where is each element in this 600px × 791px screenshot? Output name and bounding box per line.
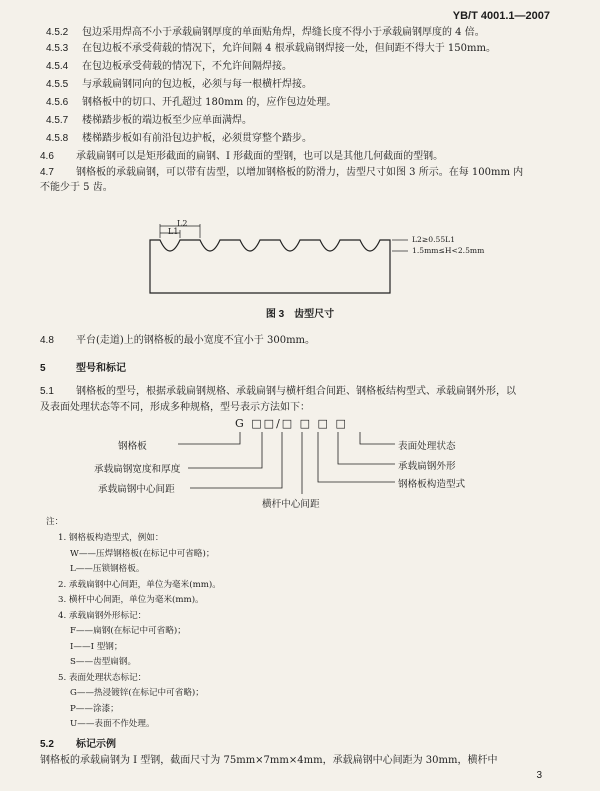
label-surface: 表面处理状态: [398, 441, 456, 452]
note-item: S——齿型扁钢。: [70, 657, 137, 667]
clause-line: 4.5.6 钢格板中的切口、开孔超过 180mm 的，应作包边处理。: [46, 97, 337, 108]
label-bar-pitch: 承载扁钢中心间距: [98, 484, 175, 495]
clause-5-1: 5.1 钢格板的型号，根据承载扁钢规格、承载扁钢与横杆组合间距、钢格板结构型式、承载扁钢外形，以: [40, 386, 516, 397]
clause-line: 4.6 承载扁钢可以是矩形截面的扁钢、I 形截面的型钢，也可以是其他几何截面的型钢。: [40, 151, 444, 162]
page-number: 3: [536, 770, 542, 781]
note-item: U——表面不作处理。: [70, 719, 155, 729]
note-item: I——I 型钢；: [70, 641, 123, 652]
note-item: 2. 承载扁钢中心间距，单位为毫米(mm)。: [58, 579, 221, 590]
clause-line: 4.7 钢格板的承载扁钢，可以带有齿型，以增加钢格板的防滑力，齿型尺寸如图 3 所示。在每 100mm 内: [40, 167, 524, 178]
note-item: 3. 横杆中心间距，单位为毫米(mm)。: [58, 595, 204, 605]
clause-4-7-continuation: 不能少于 5 齿。: [40, 182, 113, 193]
section-5-heading: 5 型号和标记: [40, 363, 126, 374]
note-item: P——涂漆；: [70, 703, 119, 714]
note-item: G——热浸镀锌(在标记中可省略)；: [70, 688, 204, 698]
notes-title: 注：: [46, 517, 64, 527]
example-text: 钢格板的承载扁钢为 I 型钢，截面尺寸为 75mm×7mm×4mm，承载扁钢中心间距为 30mm，横杆中: [40, 755, 498, 766]
label-bar-shape: 承载扁钢外形: [398, 461, 456, 472]
label-grating: 钢格板: [118, 441, 147, 452]
clause-4-8: 4.8 平台(走道)上的钢格板的最小宽度不宜小于 300mm。: [40, 335, 316, 346]
note-item: F——扁钢(在标记中可省略)；: [70, 626, 186, 636]
model-code: G □□/□ □ □ □: [235, 417, 348, 430]
clause-5-2-heading: 5.2 标记示例: [40, 739, 116, 750]
clause-5-1-continuation: 及表面处理状态等不同，形成多种规格，型号表示方法如下：: [40, 402, 310, 413]
label-construction: 钢格板构造型式: [398, 479, 466, 490]
clause-line: 4.5.7 楼梯踏步板的端边板至少应单面满焊。: [46, 115, 252, 126]
standard-code: YB/T 4001.1—2007: [452, 10, 550, 22]
l1-label: L1: [168, 227, 179, 236]
condition-l2: L2≥0.55L1: [412, 235, 456, 244]
label-bar-size: 承载扁钢宽度和厚度: [94, 464, 181, 475]
note-item: W——压焊钢格板(在标记中可省略)；: [70, 548, 215, 559]
label-crossbar-pitch: 横杆中心间距: [262, 499, 320, 510]
clause-line: 4.5.2 包边采用焊高不小于承载扁钢厚度的单面贴角焊，焊缝长度不得小于承载扁钢厚度的 4 倍。: [46, 27, 485, 38]
condition-h: 1.5mm≤H<2.5mm: [412, 246, 485, 255]
note-item: L——压锁钢格板。: [70, 564, 145, 574]
clause-line: 4.5.3 在包边板不承受荷载的情况下，允许间隔 4 根承载扁钢焊接一处，但间距不得大于 150mm。: [46, 43, 496, 54]
clause-line: 4.5.5 与承载扁钢同向的包边板，必须与每一根横杆焊接。: [46, 79, 312, 90]
note-item: 1. 钢格板构造型式，例如：: [58, 533, 164, 543]
l2-label: L2: [177, 219, 188, 228]
figure-caption: 图 3 齿型尺寸: [265, 309, 335, 320]
note-item: 4. 承载扁钢外形标记：: [58, 610, 147, 621]
clause-line: 4.5.4 在包边板承受荷载的情况下，不允许间隔焊接。: [46, 61, 292, 72]
note-item: 5. 表面处理状态标记：: [58, 672, 147, 683]
clause-line: 4.5.8 楼梯踏步板如有前沿包边护板，必须贯穿整个踏步。: [46, 133, 312, 144]
